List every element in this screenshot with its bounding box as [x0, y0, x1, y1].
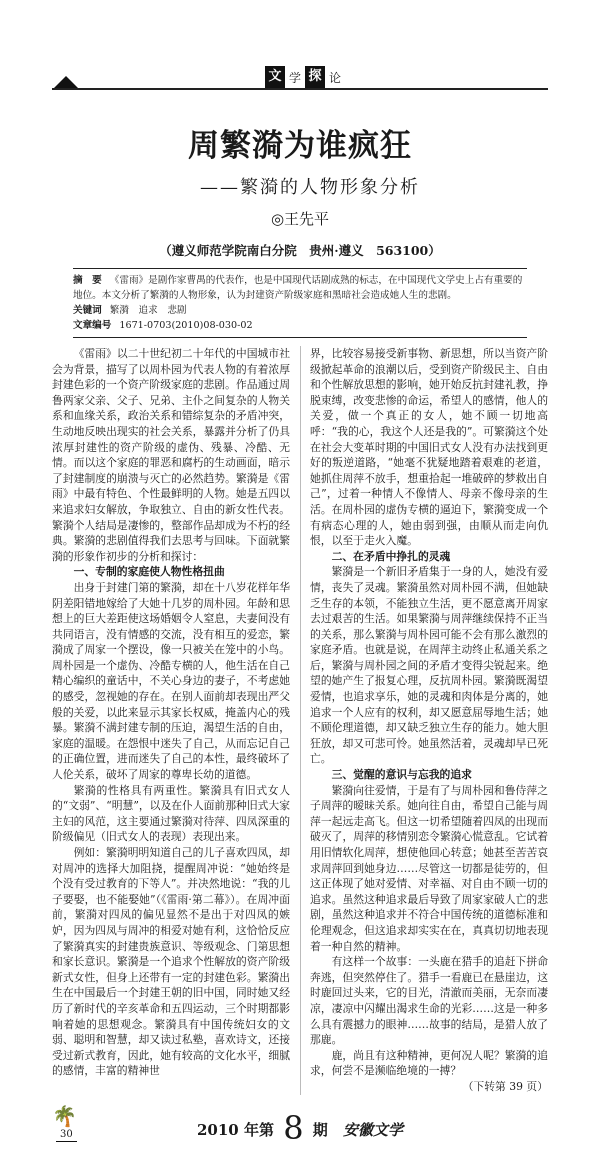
- body-paragraph: 繁漪向往爱情，于是有了与周朴园和鲁侍萍之子周萍的暧昧关系。她向往自由，希望自己能与周萍一起远走高飞。但这一切希望随着四凤的出现而破灭了，周萍的移情别恋令繁漪心慌意乱。它试着用旧情软化周萍，想使他回心转意；她甚至苦苦哀求周萍回到她身边……尽管这一切都是徒劳的，但这正体现了她对爱情、对幸福、对自由不顾一切的追求。虽然这种追求最后导致了周家家破人亡的悲剧，虽然这种追求并不符合中国传统的道德标准和伦理观念，但这追求却实实在在，真真切切地表现着一种自然的精神。: [310, 783, 548, 953]
- column-name: [265, 66, 341, 88]
- article-no-label: 文章编号: [73, 320, 112, 331]
- footer-issue-suffix: 期: [312, 1120, 328, 1139]
- body-left-column: [52, 346, 290, 1095]
- column-char: 学: [289, 71, 302, 85]
- continued-note: （下转第 39 页）: [462, 1079, 548, 1093]
- column-divider: [300, 346, 301, 1095]
- body-paragraph: 出身于封建门第的繁漪，却在十八岁花样年华阴差阳错地嫁给了大她十几岁的周朴园。年龄和思想上的巨大差距使这场婚姻令人窒息，夫妻间没有共同语言，没有情感的交流，没有相互的爱恋，繁漪成了周家一个摆设，像一只被关在笼中的小鸟。周朴园是一个虚伪、冷酷专横的人，他生活在自己精心编织的童话中，不关心身边的妻子，不考虑她的感受，忽视她的存在。在别人面前却表现出严父般的关爱，以此来显示其家长权威，掩盖内心的残暴。繁漪不满封建专制的压迫，渴望生活的自由，家庭的温暖。在怨恨中迷失了自己，从而忘记自己的正确位置，进而迷失了自己的本性，最终破坏了人伦关系，破坏了周家的尊卑长幼的道德。: [52, 580, 290, 782]
- page-footer: [52, 1105, 548, 1149]
- abstract-label: 摘 要: [73, 275, 102, 286]
- footer-year-suffix: 年第: [243, 1120, 274, 1139]
- section-heading: 一、专制的家庭使人物性格扭曲: [73, 565, 225, 579]
- column-char: 论: [329, 71, 342, 85]
- body-right-column: [310, 346, 548, 1095]
- keywords-label: 关键词: [73, 305, 102, 316]
- body-paragraph: 有这样一个故事：一头鹿在猎手的追赶下拼命奔逃，但突然停住了。猎手一看鹿已在悬崖边，这时鹿回过头来，它的目光，清澈而美丽，无奈而凄凉，凄凉中闪耀出渴求生命的光彩……这是一种多么具有震撼力的眼神……故事的结局，是猎人放了那鹿。: [310, 955, 548, 1047]
- article-no: 1671-0703(2010)08-030-02: [119, 320, 253, 331]
- keywords: 繁漪 追求 悲剧: [109, 305, 187, 316]
- footer-issue-number: 8: [283, 1108, 304, 1147]
- section-heading: 三、觉醒的意识与忘我的追求: [331, 768, 472, 782]
- page-header: [52, 60, 548, 90]
- article-subtitle: ——繁漪的人物形象分析: [200, 177, 420, 198]
- palm-tree-icon: 🌴: [52, 1103, 77, 1128]
- body-right-paragraphs: [310, 346, 548, 1079]
- body-paragraph: 繁漪的性格具有两重性。繁漪具有旧式女人的“文弱”、“明慧”，以及在仆人面前那种旧式大家主妇的风范，这主要通过繁漪对待萍、四凤深重的阶级偏见（旧式女人的表现）表现出来。: [52, 783, 291, 844]
- header-rule: [52, 88, 548, 90]
- affiliation: （遵义师范学院南白分院 贵州·遵义 563100）: [159, 243, 441, 258]
- body-paragraph: 鹿，尚且有这种精神，更何况人呢？繁漪的追求，何尝不是濒临绝境的一搏？: [310, 1048, 548, 1078]
- body-paragraph: 繁漪是一个新旧矛盾集于一身的人，她没有爱情，丧失了灵魂。繁漪虽然对周朴园不满，但她缺乏生存的本领，不能独立生活，更不愿意离开周家去过艰苦的生活。如果繁漪与周萍继续保持不正当的关系，那么繁漪与周朴园可能不会有那么激烈的家庭矛盾。也就是说，在周萍主动终止私通关系之后，繁漪与周朴园之间的矛盾才变得尖锐起来。绝望的她产生了报复心理，反抗周朴园。繁漪既渴望爱情，也追求享乐，她的灵魂和肉体是分离的，她追求一个人应有的权利，却又愿意屈辱地生活；她不顾伦理道德，却又缺乏独立生存的能力。她大胆狂放，却又可悲可怜。她虽然活着，灵魂却早已死亡。: [310, 565, 548, 766]
- section-heading: 二、在矛盾中挣扎的灵魂: [331, 549, 451, 563]
- footer-year: 2010: [196, 1120, 239, 1139]
- abstract-bottom-rule: [73, 337, 527, 338]
- author: ◎王先平: [270, 210, 330, 228]
- footer-journal: 安徽文学: [343, 1120, 404, 1139]
- abstract-block: [73, 273, 527, 333]
- article-title: 周繁漪为谁疯狂: [188, 128, 412, 164]
- column-char: 探: [305, 66, 325, 88]
- body-paragraph: 例如：繁漪明明知道自己的儿子喜欢四凤，却对周冲的选择大加阻挠，提醒周冲说：“她始终是个没有受过教育的下等人”。并决然地说：“我的儿子要娶，也不能娶她”（《雷雨·第二幕》）。在周冲面前，繁漪对四凤的偏见显然不是出于对四凤的嫉妒，因为四凤与周冲的相爱对她有利，这恰恰反应了繁漪真实的封建贵族意识、等级观念、门第思想和家长意识。繁漪是一个追求个性解放的资产阶级新式女性，但身上还带有一定的封建色彩。繁漪出生在中国最后一个封建王朝的旧中国，同时她又经历了新时代的辛亥革命和五四运动，三个时期都影响着她的思想观念。繁漪具有中国传统妇女的文弱、聪明和智慧，却又读过私塾，喜欢诗文，还接受过新式教育，因此，她有较高的文化水平，细腻的感情，丰富的精神世: [52, 846, 290, 1078]
- abstract-text: 《雷雨》是剧作家曹禺的代表作，也是中国现代话剧成熟的标志，在中国现代文学史上占有重要的地位。本文分析了繁漪的人物形象，认为封建资产阶级家庭和黑暗社会造成她人生的悲剧。: [73, 275, 523, 301]
- body-columns: [52, 346, 548, 1095]
- abstract-top-rule: [73, 268, 527, 269]
- column-char: 文: [265, 66, 285, 88]
- body-paragraph: 《雷雨》以二十世纪初二十年代的中国城市社会为背景，描写了以周朴园为代表人物的有着浓厚封建色彩的一个资产阶级家庭的悲剧。作品通过周鲁两家父亲、父子、兄弟、主仆之间复杂的人物关系和血缘关系，政治关系和错综复杂的矛盾冲突，生动地反映出现实的社会关系，暴露并分析了仍具浓厚封建性的资产阶级的虚伪、残暴、冷酷、无情。而以这个家庭的罪恶和腐朽的生动画面，暗示了封建制度的崩溃与灭亡的必然趋势。繁漪是《雷雨》中最有特色、个性最鲜明的人物。她是五四以来追求妇女解放，争取独立、自由的新女性代表。繁漪个人结局是凄惨的，整部作品却成为不朽的经典。繁漪的悲剧值得我们去思考与回味。下面就繁漪的形象作初步的分析和探讨：: [52, 347, 290, 563]
- footer-issue: [52, 1108, 548, 1147]
- page-number: 30: [56, 1129, 77, 1142]
- body-paragraph: 界，比较容易接受新事物、新思想，所以当资产阶级掀起革命的浪潮以后，受到资产阶级民主、自由和个性解放思想的影响，她开始反抗封建礼教，挣脱束缚，改变悲惨的命运，希望人的感情，他人的关爱，做一个真正的女人，她不顾一切地高呼：“我的心，我这个人还是我的”。可繁漪这个处在社会大变革时期的中国旧式女人没有办法找到更好的叛逆道路，“她毫不犹疑地踏着艰难的老道，她抓住周萍不放手，想重拾起一堆破碎的梦救出自己”，过着一种情人不像情人、母亲不像母亲的生活。在周朴园的虚伪专横的逼迫下，繁漪变成一个有病态心理的人，她由弱到强，由顺从而走向仇恨，以至于走火入魔。: [310, 347, 548, 548]
